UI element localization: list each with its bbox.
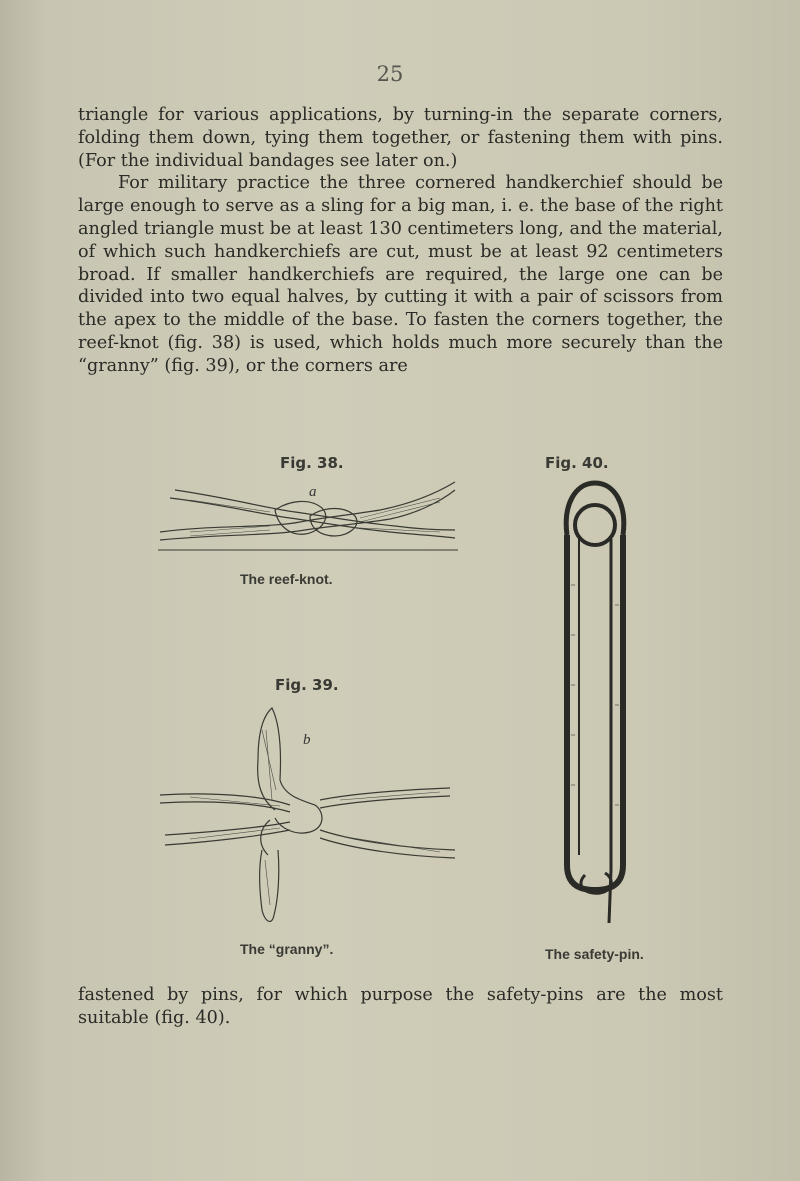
page-number: 25	[376, 62, 404, 86]
granny-knot-illustration	[150, 700, 460, 930]
paragraph-1: triangle for various applications, by turning-in the separate corners, folding them down, tying them together, or fastening them with pins. (For the individual bandages see later on.)	[78, 105, 723, 171]
fig38-letter: a	[309, 484, 317, 500]
fig40-caption: The safety-pin.	[545, 946, 644, 962]
reef-knot-illustration	[150, 470, 460, 560]
fig39-letter: b	[303, 732, 311, 748]
fig38-title: Fig. 38.	[280, 454, 344, 472]
safety-pin-illustration	[545, 475, 645, 930]
fig38-caption: The reef-knot.	[240, 571, 333, 587]
paragraph-3: fastened by pins, for which purpose the safety-pins are the most suitable (fig. 40).	[78, 985, 723, 1028]
fig39-caption: The “granny”.	[240, 941, 334, 957]
paragraph-2: For military practice the three cornered handkerchief should be large enough to serve as a sling for a big man, i. e. the base of the right angled triangle must be at least 130 centimeters long, and the material, of which such handkerchiefs are cut, must be at least 92 centimeters broad. If smaller handkerchiefs are required, the large one can be divided into two equal halves, by cutting it with a pair of scissors from the apex to the middle of the base. To fasten the corners together, the reef-knot (fig. 38) is used, which holds much more securely than the “granny” (fig. 39), or the corners are	[78, 173, 723, 376]
fig40-title: Fig. 40.	[545, 454, 609, 472]
body-text-top	[78, 104, 723, 378]
fig39-title: Fig. 39.	[275, 676, 339, 694]
body-text-bottom	[78, 984, 723, 1030]
